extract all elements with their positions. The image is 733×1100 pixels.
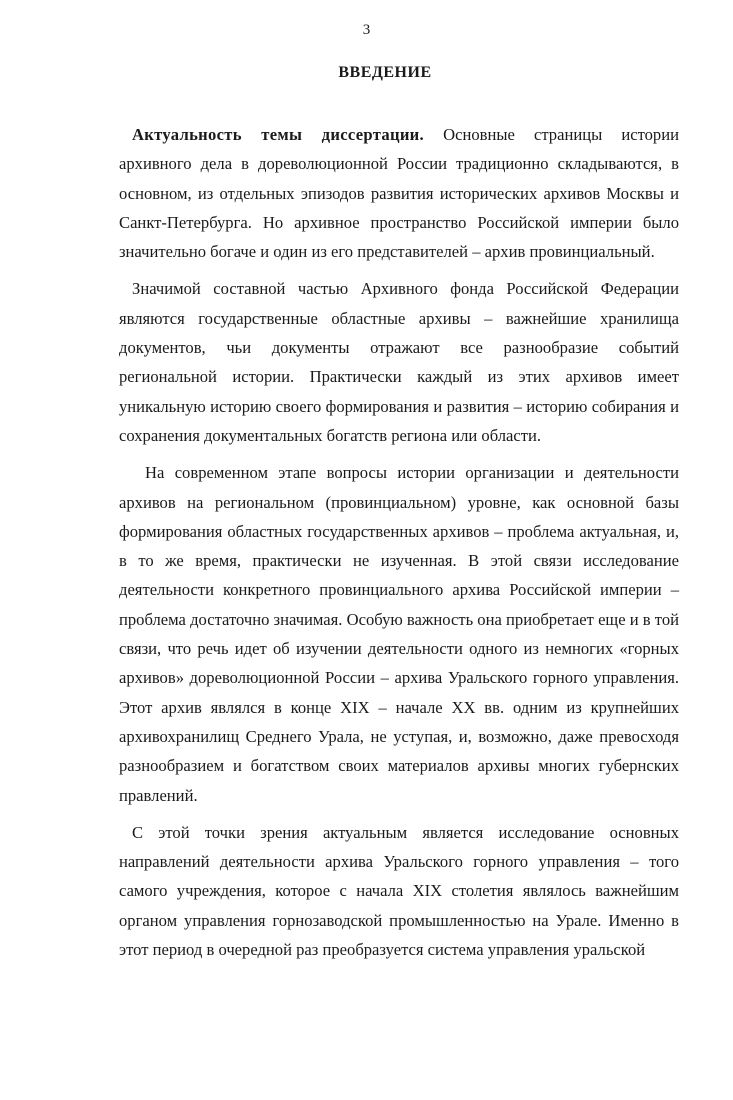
paragraph-4: С этой точки зрения актуальным является исследование основных направлений деятельности архива Уральского горного управления – того самого учреждения, которое с начала XIX столетия являлось важнейшим органом управления горнозаводской промышленностью на Урале. Именно в этот период в очередной раз преобразуется система управления уральской bbox=[119, 822, 679, 960]
page-number: 3 bbox=[362, 22, 371, 38]
document-body bbox=[119, 120, 679, 972]
paragraph-1 bbox=[119, 120, 679, 266]
paragraph-1-lead: Актуальность темы диссертации. bbox=[132, 125, 424, 144]
paragraph-3: На современном этапе вопросы истории организации и деятельности архивов на региональном (провинциальном) уровне, как основной базы формирования областных государственных архивов – проблема актуальная, и, в то же время, практически не изученная. В этой связи исследование деятельности конкретного провинциального архива Российской империи – проблема достаточно значимая. Особую важность она приобретает еще и в той связи, что речь идет об изучении деятельности одного из немногих «горных архивов» дореволюционной России – архива Уральского горного управления. Этот архив являлся в конце XIX – начале XX вв. одним из крупнейших архивохранилищ Среднего Урала, не уступая, и, возможно, даже превосходя разнообразием и богатством своих материалов архивы многих губернских правлений. bbox=[119, 463, 679, 805]
page-title: ВВЕДЕНИЕ bbox=[338, 64, 432, 81]
paragraph-2: Значимой составной частью Архивного фонда Российской Федерации являются государственные областные архивы – важнейшие хранилища документов, чьи документы отражают все разнообразие событий региональной истории. Практически каждый из этих архивов имеет уникальную историю своего формирования и развития – историю собирания и сохранения документальных богатств региона или области. bbox=[119, 279, 679, 445]
paragraph-1-text: Основные страницы истории архивного дела в дореволюционной России традиционно складываются, в основном, из отдельных эпизодов развития исторических архивов Москвы и Санкт-Петербурга. Но архивное пространство Российской империи было значительно богаче и один из его представителей – архив провинциальный. bbox=[119, 125, 679, 262]
